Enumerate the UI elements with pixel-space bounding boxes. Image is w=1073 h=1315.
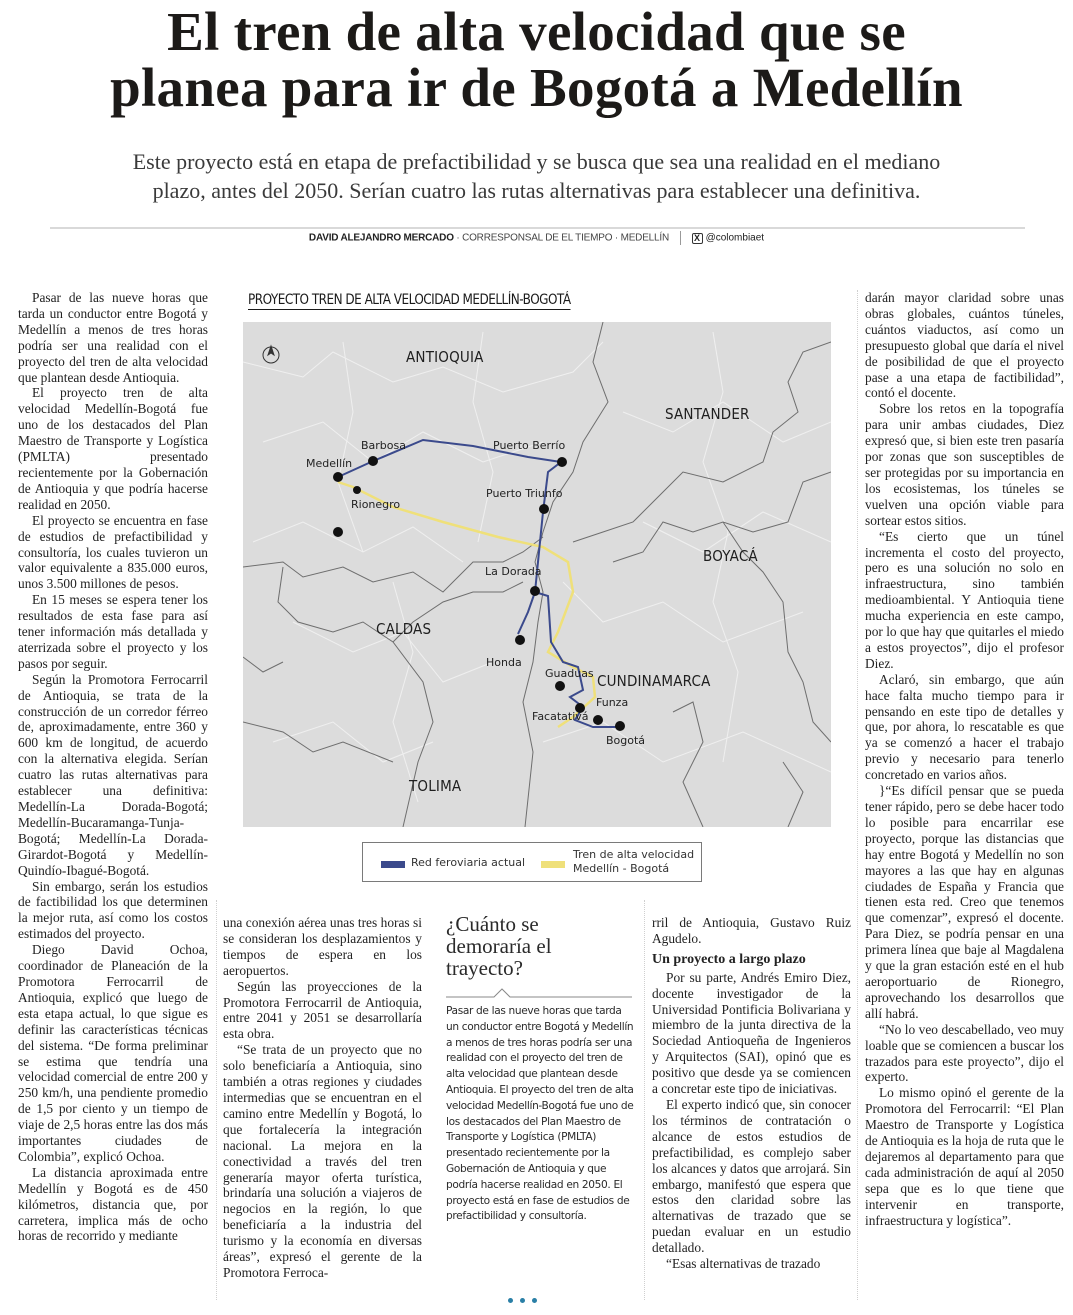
legend-swatch-existing-rail [381,861,405,868]
paragraph: El proyecto tren de alta velocidad Medellín-Bogotá fue uno de los destacados del Plan Maestro de Transporte y Logística (PMLTA) presentado recientemente por la Gobernación de Antioquia y que podría hacerse realidad en 2050. [18,385,208,512]
paragraph: Lo mismo opinó el gerente de la Promotora del Ferrocarril: “El Plan Maestro de Transporte y Logística de Antioquia es la hoja de ruta que le dejaremos al departamento para que cada administración de aquí al 2050 sepa que es lo que tiene que intervenir en transporte, infraestructura y logística”. [865,1085,1064,1228]
article-column-5 [865,290,1064,1228]
deck-line-1: Este proyecto está en etapa de prefactibilidad y se busca que sea una realidad en el mediano [132,149,941,174]
article-column-2 [223,915,422,1281]
paragraph: Sin embargo, serán los estudios de factibilidad los que determinen la mejor ruta, así como los costos estimados del proyecto. [18,878,208,942]
legend-label-high-speed-line-2: Medellín - Bogotá [573,862,670,875]
paragraph: una conexión aérea unas tres horas si se consideran los desplazamientos y tiempos de espera en los aeropuertos. [223,915,422,978]
city-label-puerto-triunfo: Puerto Triunfo [486,487,563,500]
section-subhead: Un proyecto a largo plazo [652,951,806,967]
route-map [243,322,831,827]
existing-rail-line [338,440,561,634]
article-column-4 [652,915,851,1272]
paragraph: rril de Antioquia, Gustavo Ruiz Agudelo. [652,915,851,946]
byline-separator [680,231,681,245]
column-separator [857,290,858,1300]
paragraph: Pasar de las nueve horas que tarda un conductor entre Bogotá y Medellín a menos de tres horas podría ser una realidad con el proyecto del tren de alta velocidad que plantean desde Antioquia. [18,290,208,385]
sidebar-box-dots [508,1288,544,1307]
paragraph: “Esas alternativas de trazado [666,1256,821,1272]
map-title: PROYECTO TREN DE ALTA VELOCIDAD MEDELLÍN-BOGOTÁ [248,292,571,308]
byline-author: DAVID ALEJANDRO MERCADO [308,232,454,244]
header-divider [50,227,1025,229]
paragraph: Según la Promotora Ferrocarril de Antioquia, se trata de la construcción de un corredor férreo de, aproximadamente, entre 360 y 600 km de longitud, de acuerdo con la alternativa elegida. Serían cuatro las rutas alternativas para establecer una definitiva: Medellín-La Dorada-Bogotá; Medellín-Bucaramanga-Tunja-Bogotá; Medellín-La Dorada-Girardot-Bogotá y Medellín-Quindío-Ibagué-Bogotá. [18,671,208,878]
legend-swatch-high-speed [541,861,565,868]
deck-line-2: plazo, antes del 2050. Serían cuatro las rutas alternativas para establecer una definitiva. [152,178,921,203]
paragraph: }“Es difícil pensar que se pueda tener rápido, pero se debe hacer todo lo posible para encarrilar ese proyecto, porque las distancias que hay entre Bogotá y Medellín no son mayores a las que hay en algunas ciudades de España y Francia que tienen esta red. Creo que tenemos que comenzar”, expresó el docente. Para Diez, se podría pensar en una primera línea que baje al Magdalena y que la gran estación esté en el hub aeroportuario de Rionegro, aprovechando los desarrollos que allí habrá. [865,783,1064,1021]
city-label-honda: Honda [486,656,522,669]
byline-role: · CORRESPONSAL DE EL TIEMPO · MEDELLÍN [453,232,669,244]
dept-label-caldas: CALDAS [376,620,432,638]
paragraph: El experto indicó que, sin conocer los términos de contratación o alcance de estos estudios de prefactibilidad, es complejo saber los alcances y datos que arrojará. Sin embargo, manifestó que espera que estos den claridad sobre las alternativas de trazado que se puedan evaluar en un estudio detallado. [652,1096,851,1256]
column-separator [216,900,217,1300]
paragraph: Según las proyecciones de la Promotora Ferrocarril de Antioquia, entre 2041 y 2051 se desarrollaría esta obra. [223,978,422,1042]
city-label-medellin: Medellín [306,457,353,470]
city-label-facatativa: Facatativá [532,710,589,723]
dept-label-boyaca: BOYACÁ [703,547,758,565]
map-legend [362,842,702,882]
headline-line-1: El tren de alta velocidad que se [167,1,906,62]
city-label-bogota: Bogotá [606,734,646,747]
city-label-funza: Funza [596,696,629,709]
sidebar-box-divider [446,985,632,999]
sidebar-box-text: Pasar de las nueve horas que tarda un conductor entre Bogotá y Medellín a menos de tres horas podría ser una realidad con el proyecto del tren de alta velocidad que plantean desde Antioquia. El proyecto del tren de alta velocidad Medellín-Bogotá fue uno de los destacados del Plan Maestro de Transporte y Logística (PMLTA) presentado recientemente por la Gobernación de Antioquia y que podría hacerse realidad en 2050. El proyecto está en fase de estudios de prefactibilidad y consultoría. [446,1005,634,1223]
headline [0,1,1073,118]
paragraph: El proyecto se encuentra en fase de estudios de prefactibilidad y consultoría, los cuales tuvieron un valor equivalente a 835.000 euros, unos 3.500 millones de pesos. [18,512,208,592]
paragraph: Aclaró, sin embargo, que aún hace falta mucho tiempo para ir pensando en este tipo de detalles y que, por ahora, lo rescatable es que ya se comenzó a hacer el trabajo previo y necesario para tenerlo concretado en varios años. [865,671,1064,783]
paragraph: “Se trata de un proyecto que no solo beneficiaría a Antioquia, sino también a otras regiones y ciudades intermedias que se encuentran en el camino entre Medellín y Bogotá, lo que fortalecería la integración nacional. La mejora en la conectividad a través del tren generaría mayor oferta turística, brindaría una solución a viajeros de negocios en la región, lo que beneficiaría a la industria del turismo y la economía en diversas áreas”, expresó el gerente de la Promotora Ferroca- [223,1042,422,1280]
dept-label-cundinamarca: CUNDINAMARCA [597,672,711,690]
column-separator [644,900,645,1300]
dept-label-santander: SANTANDER [665,405,750,423]
city-label-la-dorada: La Dorada [485,565,542,578]
high-speed-route-line [338,482,595,727]
article-column-1 [18,290,208,1244]
paragraph: “No lo veo descabellado, veo muy loable que se comiencen a buscar los trazados para este proyecto”, dijo el experto. [865,1021,1064,1085]
paragraph: “Es cierto que un túnel incrementa el costo del proyecto, pero es una solución no solo en infraestructura, sino también medioambiental. Y Antioquia tiene mucha experiencia en este campo, por lo que hay que quitarles el miedo a estos proyectos”, dijo el profesor Diez. [865,528,1064,671]
compass-north-icon [263,346,279,363]
dept-label-tolima: TOLIMA [409,777,462,795]
sidebar-box-title: ¿Cuánto se demoraría el trayecto? [446,912,552,980]
paragraph: Sobre los retos en la topografía para unir ambas ciudades, Diez expresó que, si bien este tren pasaría por zonas que son susceptibles de ser protegidas por su importancia en los ecosistemas, los túneles se vuelven una opción viable para sortear estos sitios. [865,401,1064,528]
dept-label-antioquia: ANTIOQUIA [406,348,484,366]
deck-summary [40,147,1033,205]
city-label-guaduas: Guaduas [545,667,594,680]
x-logo-icon[interactable]: X [692,233,703,244]
social-handle[interactable]: @colombiaet [705,232,765,244]
legend-label-high-speed [573,848,694,876]
paragraph: En 15 meses se espera tener los resultados de esta fase para así tener información más detallada y aterrizada sobre el proyecto y los pasos por seguir. [18,592,208,671]
city-label-puerto-berrio: Puerto Berrío [493,439,566,452]
paragraph: darán mayor claridad sobre unas obras globales, cuántos túneles, cuántos viaductos, así como un presupuesto global que daría el nivel de posibilidad de que el proyecto pase a una etapa de factibilidad”, contó el docente. [865,290,1064,401]
city-label-rionegro: Rionegro [351,498,401,511]
legend-label-existing-rail: Red feroviaria actual [411,856,526,869]
paragraph: Diego David Ochoa, coordinador de Planeación de la Promotora Ferrocarril de Antioquia, explicó que luego de esta etapa actual, lo que sigue es definir las características técnicas del sistema. “De forma preliminar se estima que tendría una velocidad comercial de entre 200 y 250 km/h, una pendiente promedio de 1,5 por ciento y un tiempo de viaje de 2,5 horas entre las dos más importantes ciudades de Colombia”, explicó Ochoa. [18,942,208,1164]
byline [0,231,1073,246]
legend-label-high-speed-line-1: Tren de alta velocidad [573,848,695,861]
headline-line-2: planea para ir de Bogotá a Medellín [110,57,963,118]
paragraph: Por su parte, Andrés Emiro Diez, docente investigador de la Universidad Pontificia Bolivariana y miembro de la junta directiva de la Sociedad Antioqueña de Ingenieros y Arquitectos (SAI), opinó que es positivo que desde ya se comiencen a concretar este tipo de iniciativas. [652,969,851,1097]
city-label-barbosa: Barbosa [361,439,406,452]
paragraph: La distancia aproximada entre Medellín y Bogotá es de 450 kilómetros, distancia que, por carretera, implica más de ocho horas de recorrido y mediante [18,1164,208,1244]
